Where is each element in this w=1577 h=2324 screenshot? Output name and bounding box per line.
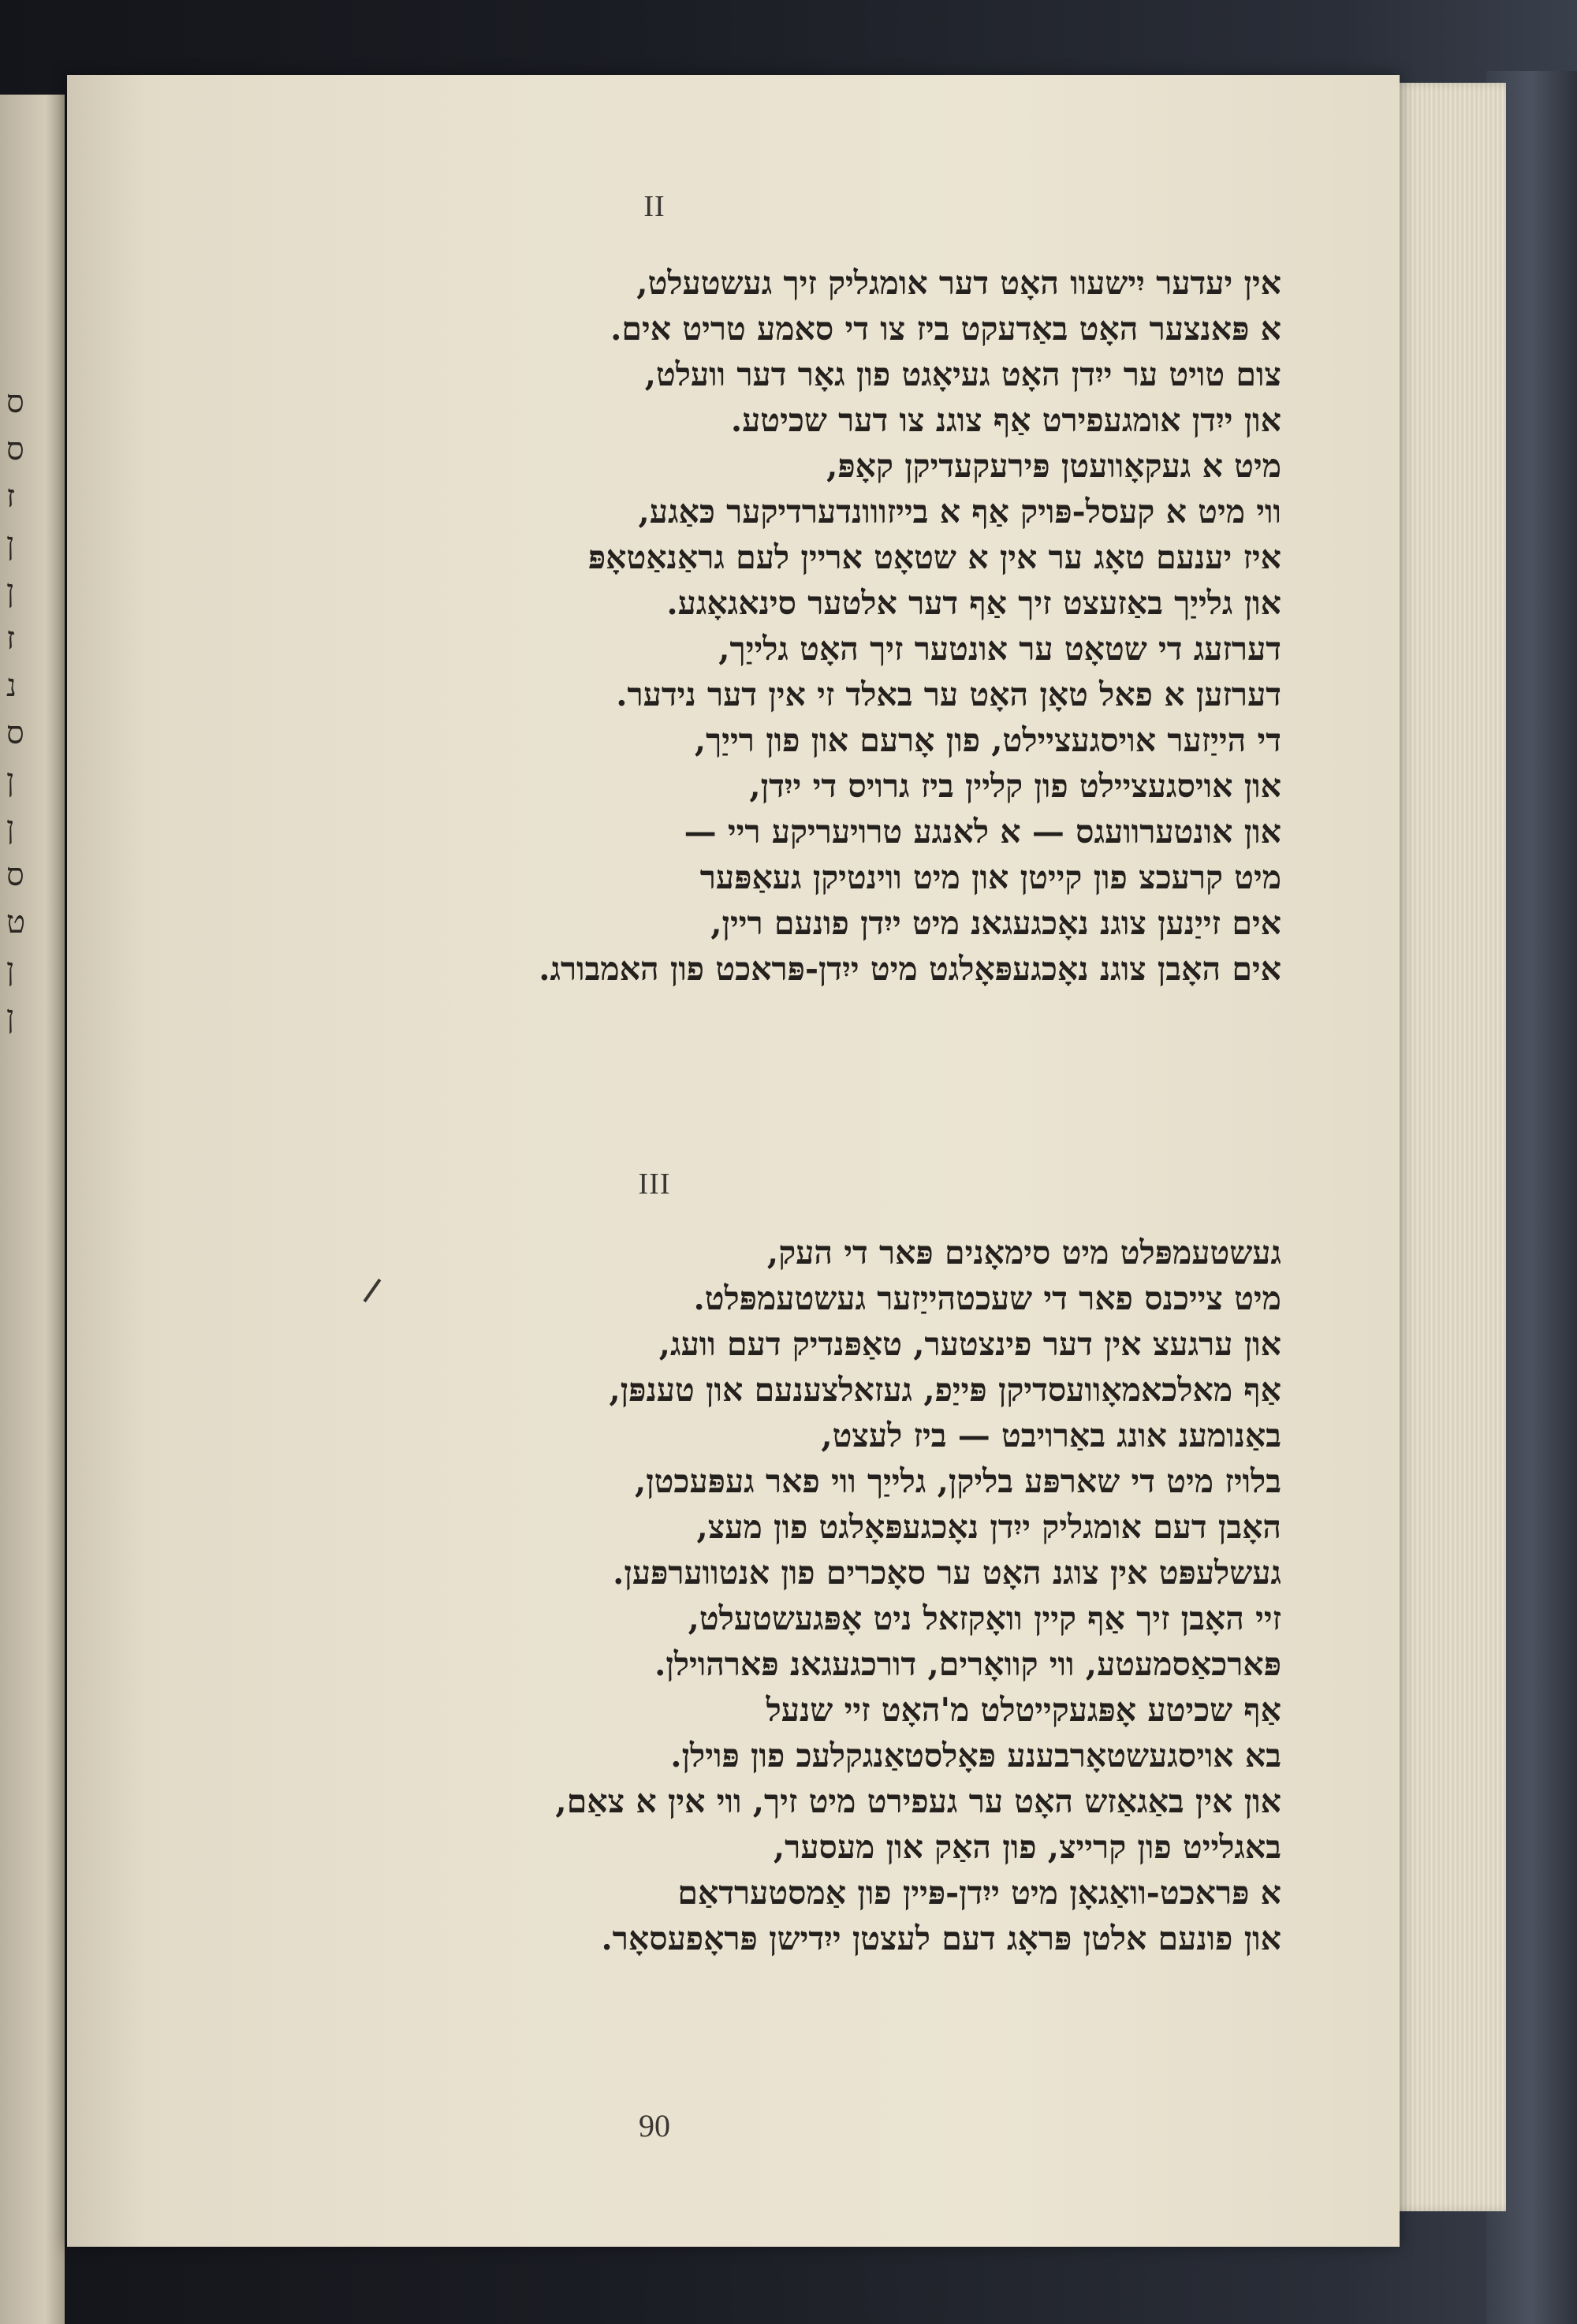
poem-line: געשלעפּט אין צוגנ האָט ער סאָכרים פון אנטווערפּען. <box>613 1554 1281 1592</box>
poem-line: באגלייט פון קרייצ, פון האַק און מעסער, <box>773 1828 1281 1866</box>
poem-line: די הייַזער אויסגעציילט, פון אָרעם און פון רייַך, <box>694 721 1281 759</box>
poem-line: א פּאנצער האָט באַדעקט ביז צו די סאמע טריט אים. <box>610 310 1281 348</box>
previous-page-letter: ן <box>6 952 15 988</box>
poem-line: מיט קרעכצ פון קייטן און מיט ווינטיקן געאַפּער <box>699 858 1281 896</box>
previous-page-edge <box>0 95 65 2324</box>
poem-line: און ערגעצ אין דער פינצטער, טאַפּנדיק דעם וועג, <box>658 1325 1281 1363</box>
section-number-2: II <box>643 190 665 223</box>
previous-page-letter: ס <box>6 431 24 467</box>
poem-line: דערזען א פאל טאָן האָט ער באלד זי אין דער נידער. <box>616 676 1281 713</box>
previous-page-letter: ן <box>6 762 15 799</box>
poem-line: און גלייַך באַזעצט זיך אַף דער אלטער סינאגאָגע. <box>666 584 1281 622</box>
poem-line: אים האָבן צוגנ נאָכגעפּאָלגט מיט ייִדן-פּראכט פון האמבורג. <box>539 950 1281 988</box>
page <box>67 75 1400 2247</box>
previous-page-letter: ס <box>6 857 24 893</box>
poem-line: און אויסגעציילט פון קליין ביז גרויס די ייִדן, <box>749 767 1281 805</box>
poem-line: זיי האָבן זיך אַף קיין וואָקזאל ניט אָפּגעשטעלט, <box>688 1600 1281 1637</box>
poem-line: און אין באַגאַזש האָט ער געפירט מיט זיך, ווי אין א צאַם, <box>555 1782 1281 1820</box>
poem-section-2 <box>256 260 1281 992</box>
poem-line: אים זייַנען צוגנ נאָכגעגאנ מיט ייִדן פונעם ריין, <box>710 904 1281 942</box>
previous-page-letters <box>6 378 30 1041</box>
section-number-3: III <box>638 1168 671 1201</box>
previous-page-letter: ט <box>6 904 26 940</box>
poem-line: א פּראכט-וואַגאָן מיט ייִדן-פּיין פון אַמסטערדאַם <box>677 1874 1281 1912</box>
previous-page-letter: ן <box>6 526 15 562</box>
poem-line: פּארכאַסמעטע, ווי קוואָרים, דורכגעגאנ פּארהוילן. <box>654 1645 1281 1683</box>
poem-line: מיט א געקאָוועטן פּירעקעדיקן קאָפּ, <box>826 447 1281 485</box>
previous-page-letter: ז <box>6 620 16 657</box>
previous-page-letter: ס <box>6 384 24 420</box>
previous-page-letter: ז <box>6 479 16 515</box>
poem-section-3 <box>256 1230 1281 1961</box>
poem-line: מיט צייכנס פאר די שעכטהייַזער געשטעמפּלט. <box>693 1279 1281 1317</box>
poem-line: און פונעם אלטן פּראָג דעם לעצטן ייִדישן פּראָפעסאָר. <box>601 1920 1281 1957</box>
poem-line: דערזעג די שטאָט ער אונטער זיך האָט גלייַך, <box>718 630 1281 668</box>
previous-page-letter: ן <box>6 810 15 846</box>
poem-line: ווי מיט א קעסל-פּויק אַף א בייזווונדערדיקער כּאַגע, <box>638 493 1281 531</box>
page-number: 90 <box>639 2108 670 2143</box>
poem-line: בלויז מיט די שארפּע בליקן, גלייַך ווי פאר געפּעכטן, <box>634 1462 1281 1500</box>
poem-line: אין יעדער יִישעוו האָט דער אומגליק זיך געשטעלט, <box>636 264 1281 302</box>
poem-line: האָבן דעם אומגליק ייִדן נאָכגעפּאָלגט פון מעצ, <box>696 1508 1281 1546</box>
poem-line: בא אויסגעשטאָרבענע פּאָלסטאַנגקלעכ פון פּוילן. <box>670 1737 1281 1775</box>
previous-page-letter: נ <box>6 668 17 704</box>
poem-line: אַף מאלכאמאָוועסדיקן פּייַפ, געזאלצענעם און טענפּן, <box>609 1371 1281 1409</box>
poem-line: באַנומענ אונג באַרויבט — ביז לעצט, <box>821 1417 1281 1454</box>
poem-line: איז יענעם טאָג ער אין א שטאָט אריין לעם גראַנאַטאָפּ <box>587 538 1281 576</box>
poem-line: צום טויט ער ייִדן האָט געיאָגט פון גאָר דער וועלט, <box>644 356 1281 393</box>
poem-line: און ייִדן אומגעפירט אַף צוגנ צו דער שכיטע. <box>730 401 1281 439</box>
poem-line: און אונטערוועגס — א לאנגע טרויעריקע ריי — <box>684 813 1281 851</box>
previous-page-letter: ן <box>6 999 15 1035</box>
poem-line: אַף שכיטע אָפּגעקייטלט מ'האָט זיי שנעל <box>766 1691 1281 1729</box>
poem-line: געשטעמפּלט מיט סימאָנים פּאר די העק, <box>766 1234 1281 1272</box>
previous-page-letter: ן <box>6 573 15 609</box>
previous-page-letter: ס <box>6 715 24 751</box>
